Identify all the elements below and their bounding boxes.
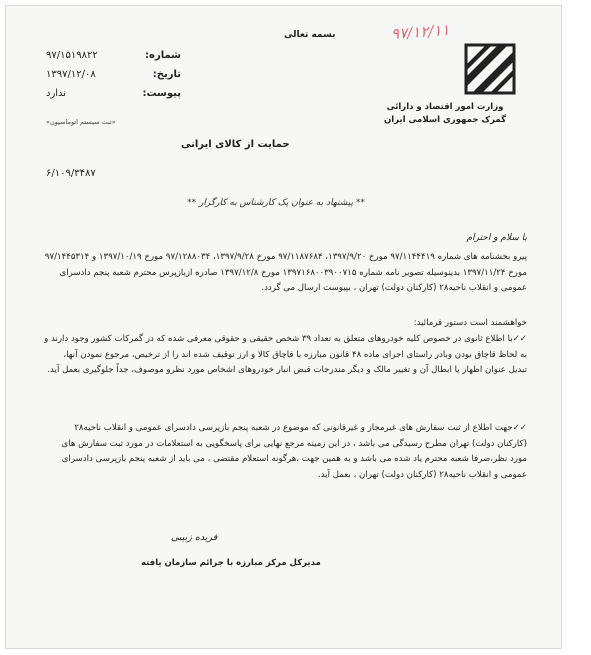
- meta-number: [46, 46, 181, 65]
- ministry-line1: وزارت امور اقتصاد و دارائی: [386, 102, 504, 112]
- paragraph-1: پیرو بخشنامه های شماره ۹۷/۱۱۴۴۴۱۹ مورخ ۱۳۹۷/۹/۲۰، ۹۷/۱۱۸۷۶۸۴ مورخ ۱۳۹۷/۹/۲۸، ۹۷/۱۲۸۸۰۳۴ مورخ ۱۳۹۷/۱۰/۱۹ و ۹۷/۱۴۴۵۳۱۴ مورخ ۱۳۹۷/۱۱/۲۴ بدینوسیله تصویر نامه شماره ۱۳۹۷۱۶۸۰۰۳۹۰۰۷۱۵ مورخ ۱۳۹۷/۱۲/۸ صادره ازبازپرس محترم شعبه پنجم دادسرای عمومی و انقلاب ناحیه۲۸ (کارکنان دولت) تهران ، بپیوست ارسال می گردد.: [44, 252, 527, 293]
- meta-date: [46, 65, 181, 84]
- paragraph-3: ✓✓با اطلاع ثانوی در خصوص کلیه خودروهای متعلق به تعداد ۳۹ شخص حقیقی و حقوقی معرفی شده که در گمرکات کشور وجود دارند و به لحاظ قاچاق بودن وبادر راستای اجرای ماده ۴۸ قانون مبارزه با قاچاق کالا و ارز توقیف شده اند را از ترخیص، مرجوع نمودن آنها، تبدیل عنوان اظهار یا ابطال آن و تغییر مالک و دیگر مندرجات قبض انبار خودروهای اشخاص مورد نظرو موصوف، جداً جلوگیری بعمل آید.: [44, 334, 527, 375]
- signature-title: مدیرکل مرکز مبارزه با جرائم سازمان یافته: [141, 558, 321, 568]
- letter-page: [6, 6, 561, 648]
- bism-heading: بسمه تعالی: [284, 30, 336, 40]
- handwritten-note: ** پیشنهاد به عنوان یک کارشناس به کارگزار **: [187, 198, 365, 208]
- ministry-line2: گمرک جمهوری اسلامی ایران: [383, 115, 507, 125]
- attach-value: ندارد: [46, 88, 67, 99]
- system-note: «ثبت سیستم اتوماسیون»: [46, 118, 116, 126]
- meta-attachment: [46, 84, 181, 103]
- handwritten-date: ۹۷/۱۲/۱۱: [390, 20, 451, 44]
- letter-subject: حمایت از کالای ایرانی: [181, 139, 290, 150]
- number-value: ۹۷/۱۵۱۹۸۲۲: [46, 50, 98, 61]
- greeting: با سلام و احترام: [466, 233, 527, 243]
- registration-number: ۶/۱۰۹/۳۴۸۷: [46, 168, 96, 179]
- letter-meta: [46, 46, 181, 103]
- paragraph-4: ✓✓جهت اطلاع از ثبت سفارش های غیرمجاز و غیرقانونی که موضوع در شعبه پنجم بازپرسی دادسرای عمومی و انقلاب ناحیه۲۸ (کارکنان دولت) تهران مطرح رسیدگی می باشد ، در این زمینه مرجع نهایی برای پاسخگویی به استعلامات در مورد ثبت سفارش های مورد نظر،صرفا شعبه محترم یاد شده می باشد و به همین جهت ،هرگونه استعلام مقتضی ، می باید از شعبه پنجم بازپرسی دادسرای عمومی و انقلاب ناحیه۲۸ (کارکنان دولت) تهران ، بعمل آید.: [61, 423, 527, 480]
- paragraph-2: خواهشمند است دستور فرمائید:: [413, 318, 527, 328]
- number-label: شماره:: [145, 50, 181, 61]
- ministry-header: [365, 101, 525, 127]
- date-label: تاریخ:: [152, 69, 181, 80]
- date-value: ۱۳۹۷/۱۲/۰۸: [46, 69, 96, 80]
- signature-name: فریده زبیبی: [171, 532, 218, 543]
- attach-label: پیوست:: [142, 88, 181, 99]
- customs-logo-icon: [464, 43, 516, 95]
